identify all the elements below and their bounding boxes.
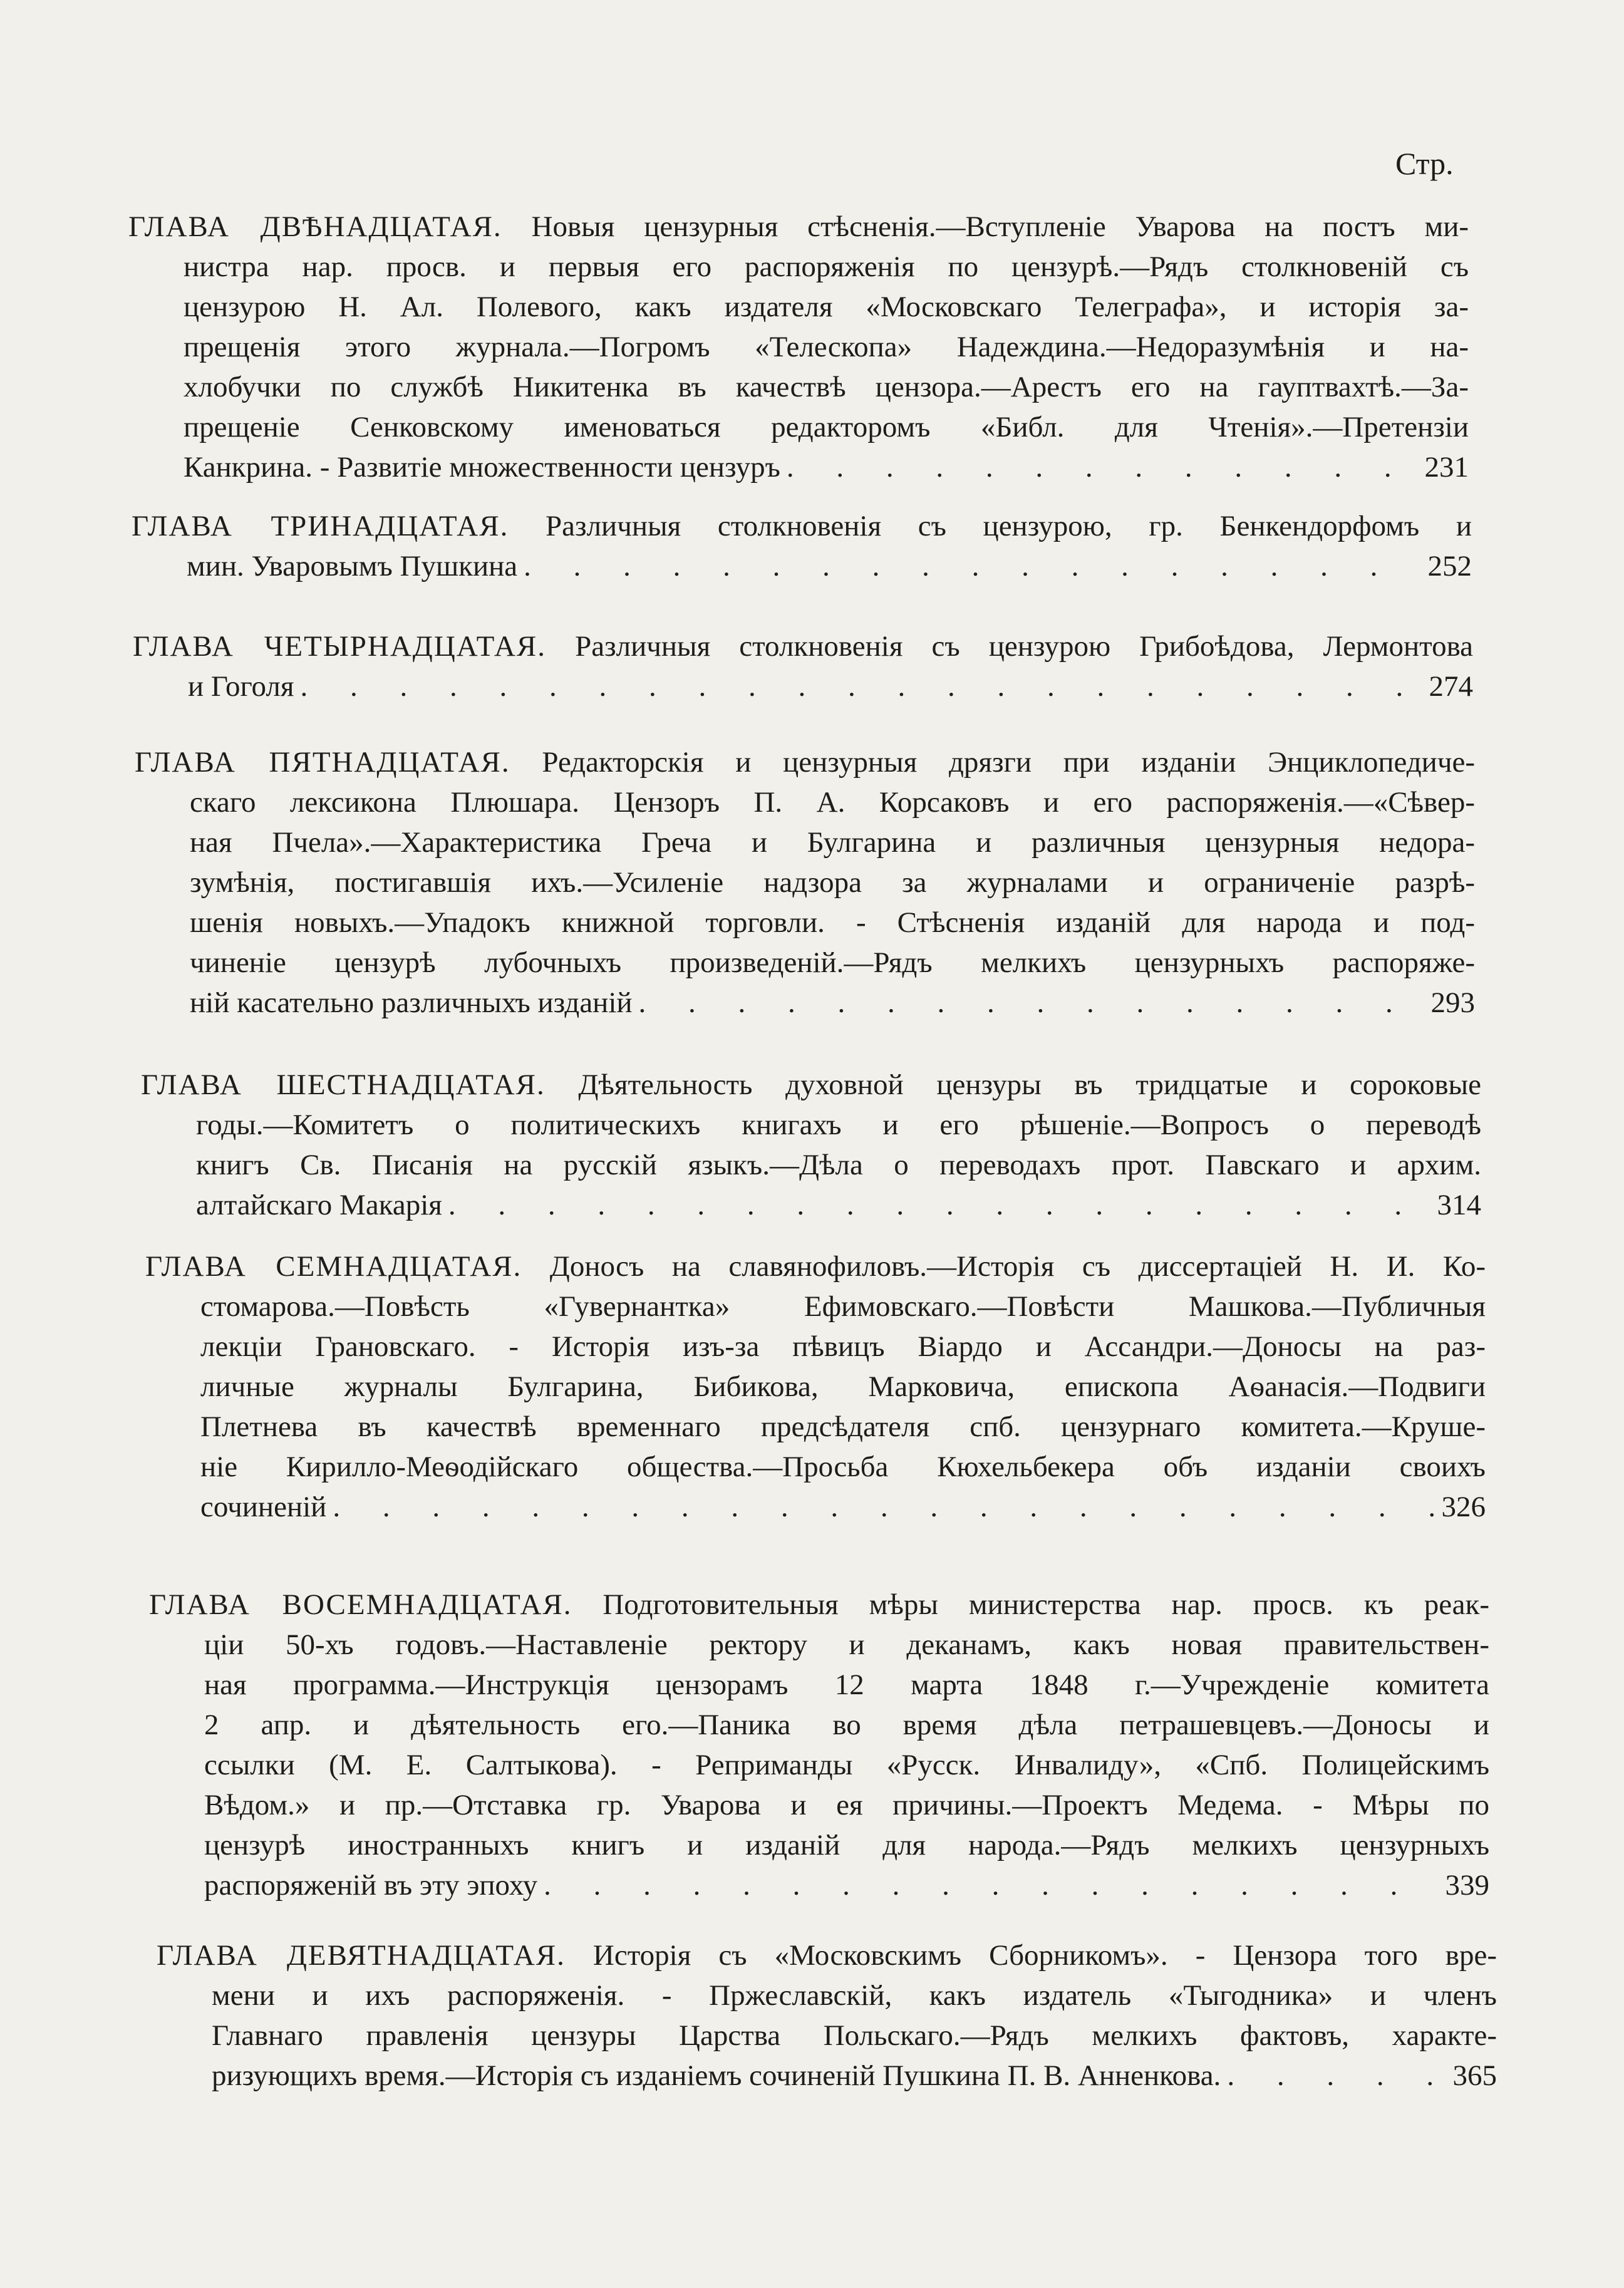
page-number: 231 xyxy=(1424,451,1469,484)
toc-entry xyxy=(145,1246,1486,1527)
entry-line: Плетнева въ качествѣ временнаго предсѣдателя спб. цензурнаго комитета.—Круше- xyxy=(200,1411,1486,1443)
entry-line: хлобучки по службѣ Никитенка въ качествѣ цензора.—Арестъ его на гауптвахтѣ.—За- xyxy=(184,371,1469,403)
entry-text: Дѣятельность духовной цензуры въ тридцатые и сороковые xyxy=(578,1069,1482,1101)
entry-text: и Гоголя xyxy=(188,670,294,703)
entry-last-line xyxy=(133,666,1473,707)
entry-last-line xyxy=(145,1487,1486,1527)
entry-text: Подготовительныя мѣры министерства нар. просв. къ реак- xyxy=(603,1588,1490,1621)
entry-line: Главнаго правленія цензуры Царства Польскаго.—Рядъ мелкихъ фактовъ, характе- xyxy=(212,2019,1497,2052)
entry-line: ссылки (М. Е. Салтыкова). - Реприманды «Русск. Инвалиду», «Спб. Полицейскимъ xyxy=(204,1749,1489,1781)
entry-line xyxy=(128,207,1469,247)
entry-line: шенія новыхъ.—Упадокъ книжной торговли. - Стѣсненія изданій для народа и под- xyxy=(190,906,1475,939)
page-column-label: Стр. xyxy=(1395,146,1454,181)
entry-text: Доносъ на славянофиловъ.—Исторія съ диссертаціей Н. И. Ко- xyxy=(549,1250,1486,1283)
entry-line: годы.—Комитетъ о политическихъ книгахъ и его рѣшеніе.—Вопросъ о переводѣ xyxy=(196,1109,1481,1141)
dot-leader xyxy=(544,1865,1439,1905)
entry-line: ная программа.—Инструкція цензорамъ 12 марта 1848 г.—Учрежденіе комитета xyxy=(204,1669,1489,1701)
entry-line xyxy=(149,1585,1489,1625)
entry-line: чиненіе цензурѣ лубочныхъ произведеній.—Рядъ мелкихъ цензурныхъ распоряже- xyxy=(190,946,1475,979)
toc-entry xyxy=(128,207,1469,487)
page-number: 339 xyxy=(1445,1869,1489,1902)
toc-entry xyxy=(133,626,1473,707)
chapter-title: ГЛАВА ШЕСТНАДЦАТАЯ. xyxy=(141,1069,546,1101)
page-number: 326 xyxy=(1441,1491,1486,1523)
toc-entry xyxy=(132,506,1472,586)
chapter-title: ГЛАВА ДЕВЯТНАДЦАТАЯ. xyxy=(157,1939,566,1972)
entry-text: Различныя столкновенія съ цензурою, гр. Бенкендорфомъ и xyxy=(546,510,1472,542)
entry-last-line xyxy=(157,2056,1497,2096)
entry-text: Исторія съ «Московскимъ Сборникомъ». - Цензора того вре- xyxy=(592,1939,1497,1972)
chapter-title: ГЛАВА ЧЕТЫРНАДЦАТАЯ. xyxy=(133,630,547,663)
toc-entry xyxy=(141,1065,1481,1225)
entry-text: алтайскаго Макарія xyxy=(196,1189,442,1221)
toc-entry xyxy=(135,742,1475,1023)
entry-line: цензурою Н. Ал. Полевого, какъ издателя «Московскаго Телеграфа», и исторія за- xyxy=(184,291,1469,323)
entry-last-line xyxy=(149,1865,1489,1905)
entry-last-line xyxy=(132,546,1472,586)
entry-last-line xyxy=(141,1185,1481,1225)
dot-leader xyxy=(333,1487,1435,1527)
chapter-title: ГЛАВА ТРИНАДЦАТАЯ. xyxy=(132,510,509,542)
page-number: 274 xyxy=(1429,670,1473,703)
entry-text: ризующихъ время.—Исторія съ изданіемъ сочиненій Пушкина П. В. Анненкова. xyxy=(212,2059,1221,2092)
entry-last-line xyxy=(135,983,1475,1023)
entry-line xyxy=(141,1065,1481,1105)
entry-text: Различныя столкновенія съ цензурою Грибоѣдова, Лермонтова xyxy=(575,630,1474,663)
entry-text: ній касательно различныхъ изданій xyxy=(190,986,633,1019)
toc-entry xyxy=(157,1935,1497,2096)
entry-text: сочиненій xyxy=(200,1491,327,1523)
entry-line: книгъ Св. Писанія на русскій языкъ.—Дѣла о переводахъ прот. Павскаго и архим. xyxy=(196,1149,1481,1181)
entry-text: распоряженій въ эту эпоху xyxy=(204,1869,538,1902)
entry-text: Канкрина. - Развитіе множественности цензуръ xyxy=(184,451,780,484)
entry-line: прещеніе Сенковскому именоваться редакторомъ «Библ. для Чтенія».—Претензіи xyxy=(184,411,1469,443)
entry-line: стомарова.—Повѣсть «Гувернантка» Ефимовскаго.—Повѣсти Машкова.—Публичныя xyxy=(200,1290,1486,1323)
entry-text: Редакторскія и цензурныя дрязги при изданіи Энциклопедиче- xyxy=(542,746,1475,779)
page-number: 365 xyxy=(1452,2059,1497,2092)
entry-line: 2 апр. и дѣятельность его.—Паника во время дѣла петрашевцевъ.—Доносы и xyxy=(204,1709,1489,1741)
entry-text: Новыя цензурныя стѣсненія.—Вступленіе Уварова на постъ ми- xyxy=(531,210,1469,243)
entry-line: цензурѣ иностранныхъ книгъ и изданій для народа.—Рядъ мелкихъ цензурныхъ xyxy=(204,1829,1489,1861)
entry-line xyxy=(133,626,1473,666)
dot-leader xyxy=(524,546,1421,586)
entry-line: Вѣдом.» и пр.—Отставка гр. Уварова и ея причины.—Проектъ Медема. - Мѣры по xyxy=(204,1789,1489,1821)
page-number: 252 xyxy=(1427,550,1472,582)
dot-leader xyxy=(639,983,1425,1023)
entry-line: ная Пчела».—Характеристика Греча и Булгарина и различныя цензурныя недора- xyxy=(190,826,1475,859)
page-number: 293 xyxy=(1430,986,1475,1019)
chapter-title: ГЛАВА ВОСЕМНАДЦАТАЯ. xyxy=(149,1588,572,1621)
entry-line xyxy=(145,1246,1486,1286)
dot-leader xyxy=(1227,2056,1446,2096)
chapter-title: ГЛАВА ПЯТНАДЦАТАЯ. xyxy=(135,746,510,779)
dot-leader xyxy=(301,666,1423,707)
entry-line xyxy=(132,506,1472,546)
entry-line: нистра нар. просв. и первыя его распоряженія по цензурѣ.—Рядъ столкновеній съ xyxy=(184,251,1469,283)
dot-leader xyxy=(787,447,1419,487)
dot-leader xyxy=(448,1185,1431,1225)
entry-line: мени и ихъ распоряженія. - Пржеславскій, какъ издатель «Тыгодника» и членъ xyxy=(212,1979,1497,2012)
toc-entry xyxy=(149,1585,1489,1905)
entry-line xyxy=(157,1935,1497,1975)
entry-line: скаго лексикона Плюшара. Цензоръ П. А. Корсаковъ и его распоряженія.—«Сѣвер- xyxy=(190,786,1475,819)
entry-text: мин. Уваровымъ Пушкина xyxy=(187,550,518,582)
entry-line: лекціи Грановскаго. - Исторія изъ-за пѣвицъ Віардо и Ассандри.—Доносы на раз- xyxy=(200,1330,1486,1363)
entry-line xyxy=(135,742,1475,782)
page-number: 314 xyxy=(1437,1189,1481,1221)
entry-line: ціи 50-хъ годовъ.—Наставленіе ректору и деканамъ, какъ новая правительствен- xyxy=(204,1628,1489,1661)
entry-last-line xyxy=(128,447,1469,487)
chapter-title: ГЛАВА СЕМНАДЦАТАЯ. xyxy=(145,1250,522,1283)
entry-line: ніе Кирилло-Меѳодійскаго общества.—Просьба Кюхельбекера объ изданіи своихъ xyxy=(200,1451,1486,1483)
entry-line: личные журналы Булгарина, Бибикова, Марковича, епископа Аѳанасія.—Подвиги xyxy=(200,1370,1486,1403)
entry-line: зумѣнія, постигавшія ихъ.—Усиленіе надзора за журналами и ограниченіе разрѣ- xyxy=(190,866,1475,899)
chapter-title: ГЛАВА ДВѢНАДЦАТАЯ. xyxy=(128,210,502,243)
entry-line: прещенія этого журнала.—Погромъ «Телескопа» Надеждина.—Недоразумѣнія и на- xyxy=(184,331,1469,363)
